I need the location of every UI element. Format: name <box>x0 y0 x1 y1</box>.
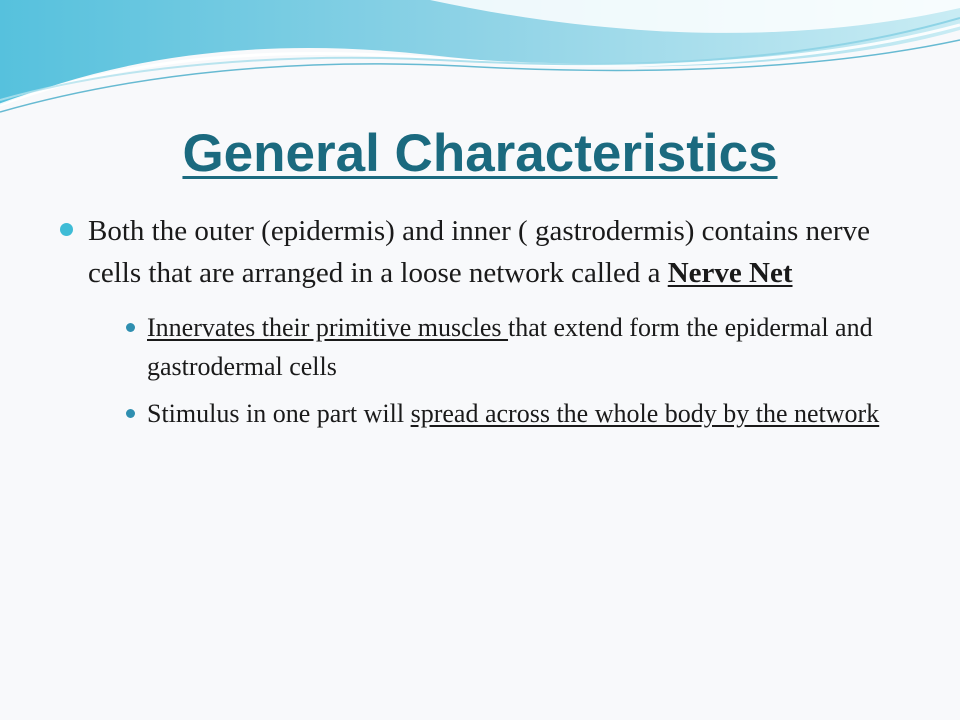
bullet-dot-icon <box>60 223 73 236</box>
sub-bullet-dot-icon <box>126 409 135 418</box>
sub-bullet-text: Stimulus in one part will <box>147 399 411 428</box>
sub-bullet-dot-icon <box>126 323 135 332</box>
slide-title-text: General Characteristics <box>182 124 778 183</box>
sub-bullet-underlined: Innervates their primitive muscles <box>147 313 509 342</box>
sub-bullet-item <box>126 308 890 386</box>
slide-title <box>0 118 960 190</box>
bullet-item <box>60 210 890 294</box>
sub-bullet-list <box>60 308 890 433</box>
header-wave-decoration <box>0 0 960 120</box>
sub-bullet-underlined: spread across the whole body by the network <box>410 399 880 428</box>
bullet-text: Both the outer (epidermis) and inner ( gastrodermis) contains nerve cells that are arranged in a loose network called a <box>88 215 870 289</box>
sub-bullet-text: that extend form the epidermal and gastrodermal cells <box>147 313 873 381</box>
bullet-emphasis: Nerve Net <box>667 257 793 289</box>
sub-bullet-item <box>126 394 890 433</box>
slide-content <box>60 210 890 441</box>
